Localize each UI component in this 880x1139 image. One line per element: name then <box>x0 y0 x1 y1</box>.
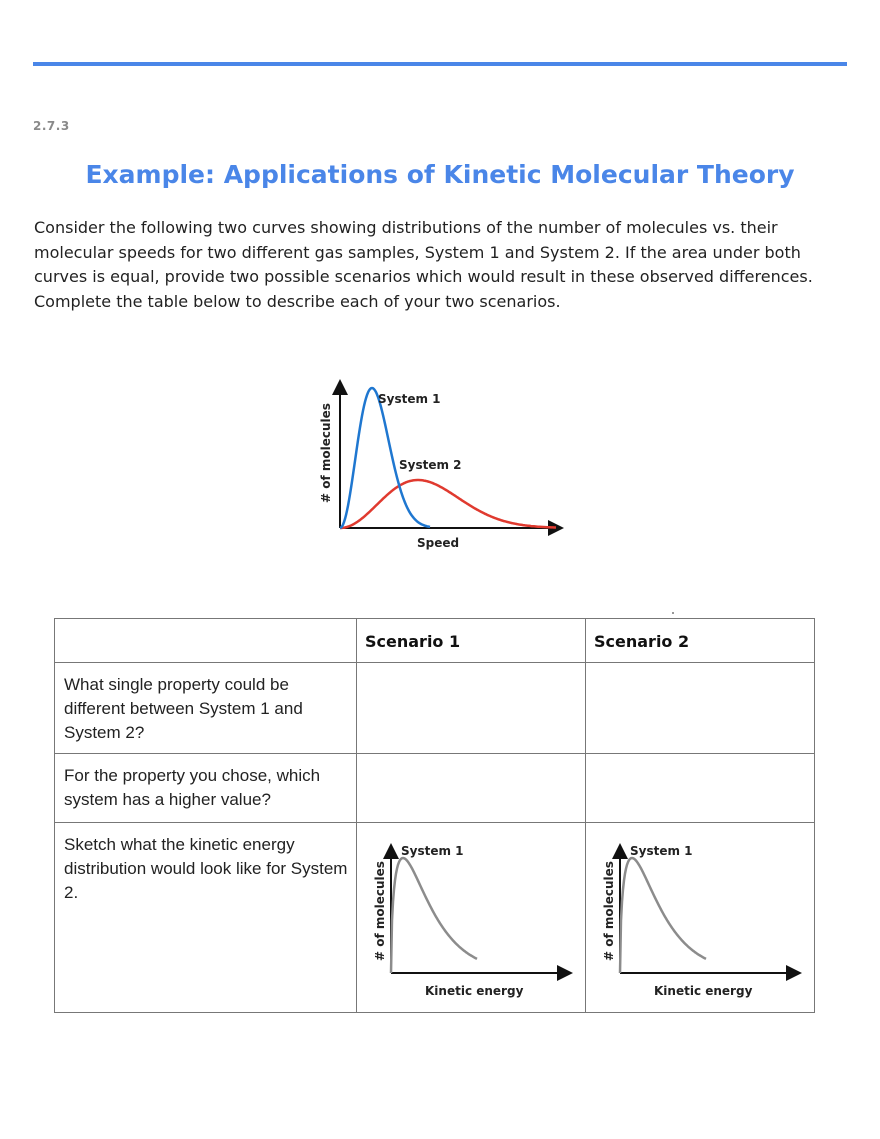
question-cell: For the property you chose, which system has a higher value? <box>55 754 357 823</box>
table-header-blank <box>55 619 357 663</box>
series-label-system-2: System 2 <box>399 458 462 472</box>
answer-cell-scenario-2[interactable] <box>586 663 815 754</box>
page-title: Example: Applications of Kinetic Molecular Theory <box>85 160 795 189</box>
answer-cell-scenario-2[interactable] <box>586 754 815 823</box>
kinetic-energy-sketch-1 <box>357 823 585 1012</box>
table-row <box>55 754 815 823</box>
series-label-system-1: System 1 <box>401 844 464 858</box>
speed-distribution-chart <box>312 375 572 560</box>
top-rule <box>33 62 847 66</box>
y-axis-label: # of molecules <box>602 861 616 961</box>
table-row <box>55 823 815 1013</box>
question-cell: What single property could be different between System 1 and System 2? <box>55 663 357 754</box>
series-line-system-2 <box>340 480 556 528</box>
answer-cell-scenario-1[interactable] <box>357 663 586 754</box>
table-header-row <box>55 619 815 663</box>
x-axis-label: Speed <box>417 536 460 550</box>
question-cell: Sketch what the kinetic energy distribution would look like for System 2. <box>55 823 357 1013</box>
series-label-system-1: System 1 <box>630 844 693 858</box>
series-line-system-1 <box>620 858 706 973</box>
table-header-scenario-2: Scenario 2 <box>586 619 815 663</box>
x-axis-label: Kinetic energy <box>425 984 524 998</box>
stray-dot <box>672 612 674 614</box>
sketch-cell-scenario-2[interactable] <box>586 823 815 1013</box>
series-line-system-1 <box>391 858 477 973</box>
intro-paragraph: Consider the following two curves showing distributions of the number of molecules vs. their molecular speeds for two different gas samples, System 1 and System 2. If the area under both curves is equal, provide two possible scenarios which would result in these observed differences. Complete the table below to describe each of your two scenarios. <box>34 218 813 311</box>
table-header-scenario-1: Scenario 1 <box>357 619 586 663</box>
section-number: 2.7.3 <box>33 119 70 133</box>
answer-cell-scenario-1[interactable] <box>357 754 586 823</box>
y-axis-label: # of molecules <box>373 861 387 961</box>
table-row <box>55 663 815 754</box>
scenario-table <box>54 618 815 1013</box>
x-axis-label: Kinetic energy <box>654 984 753 998</box>
kinetic-energy-sketch-2 <box>586 823 814 1012</box>
series-label-system-1: System 1 <box>378 392 441 406</box>
sketch-cell-scenario-1[interactable] <box>357 823 586 1013</box>
y-axis-label: # of molecules <box>319 403 333 503</box>
